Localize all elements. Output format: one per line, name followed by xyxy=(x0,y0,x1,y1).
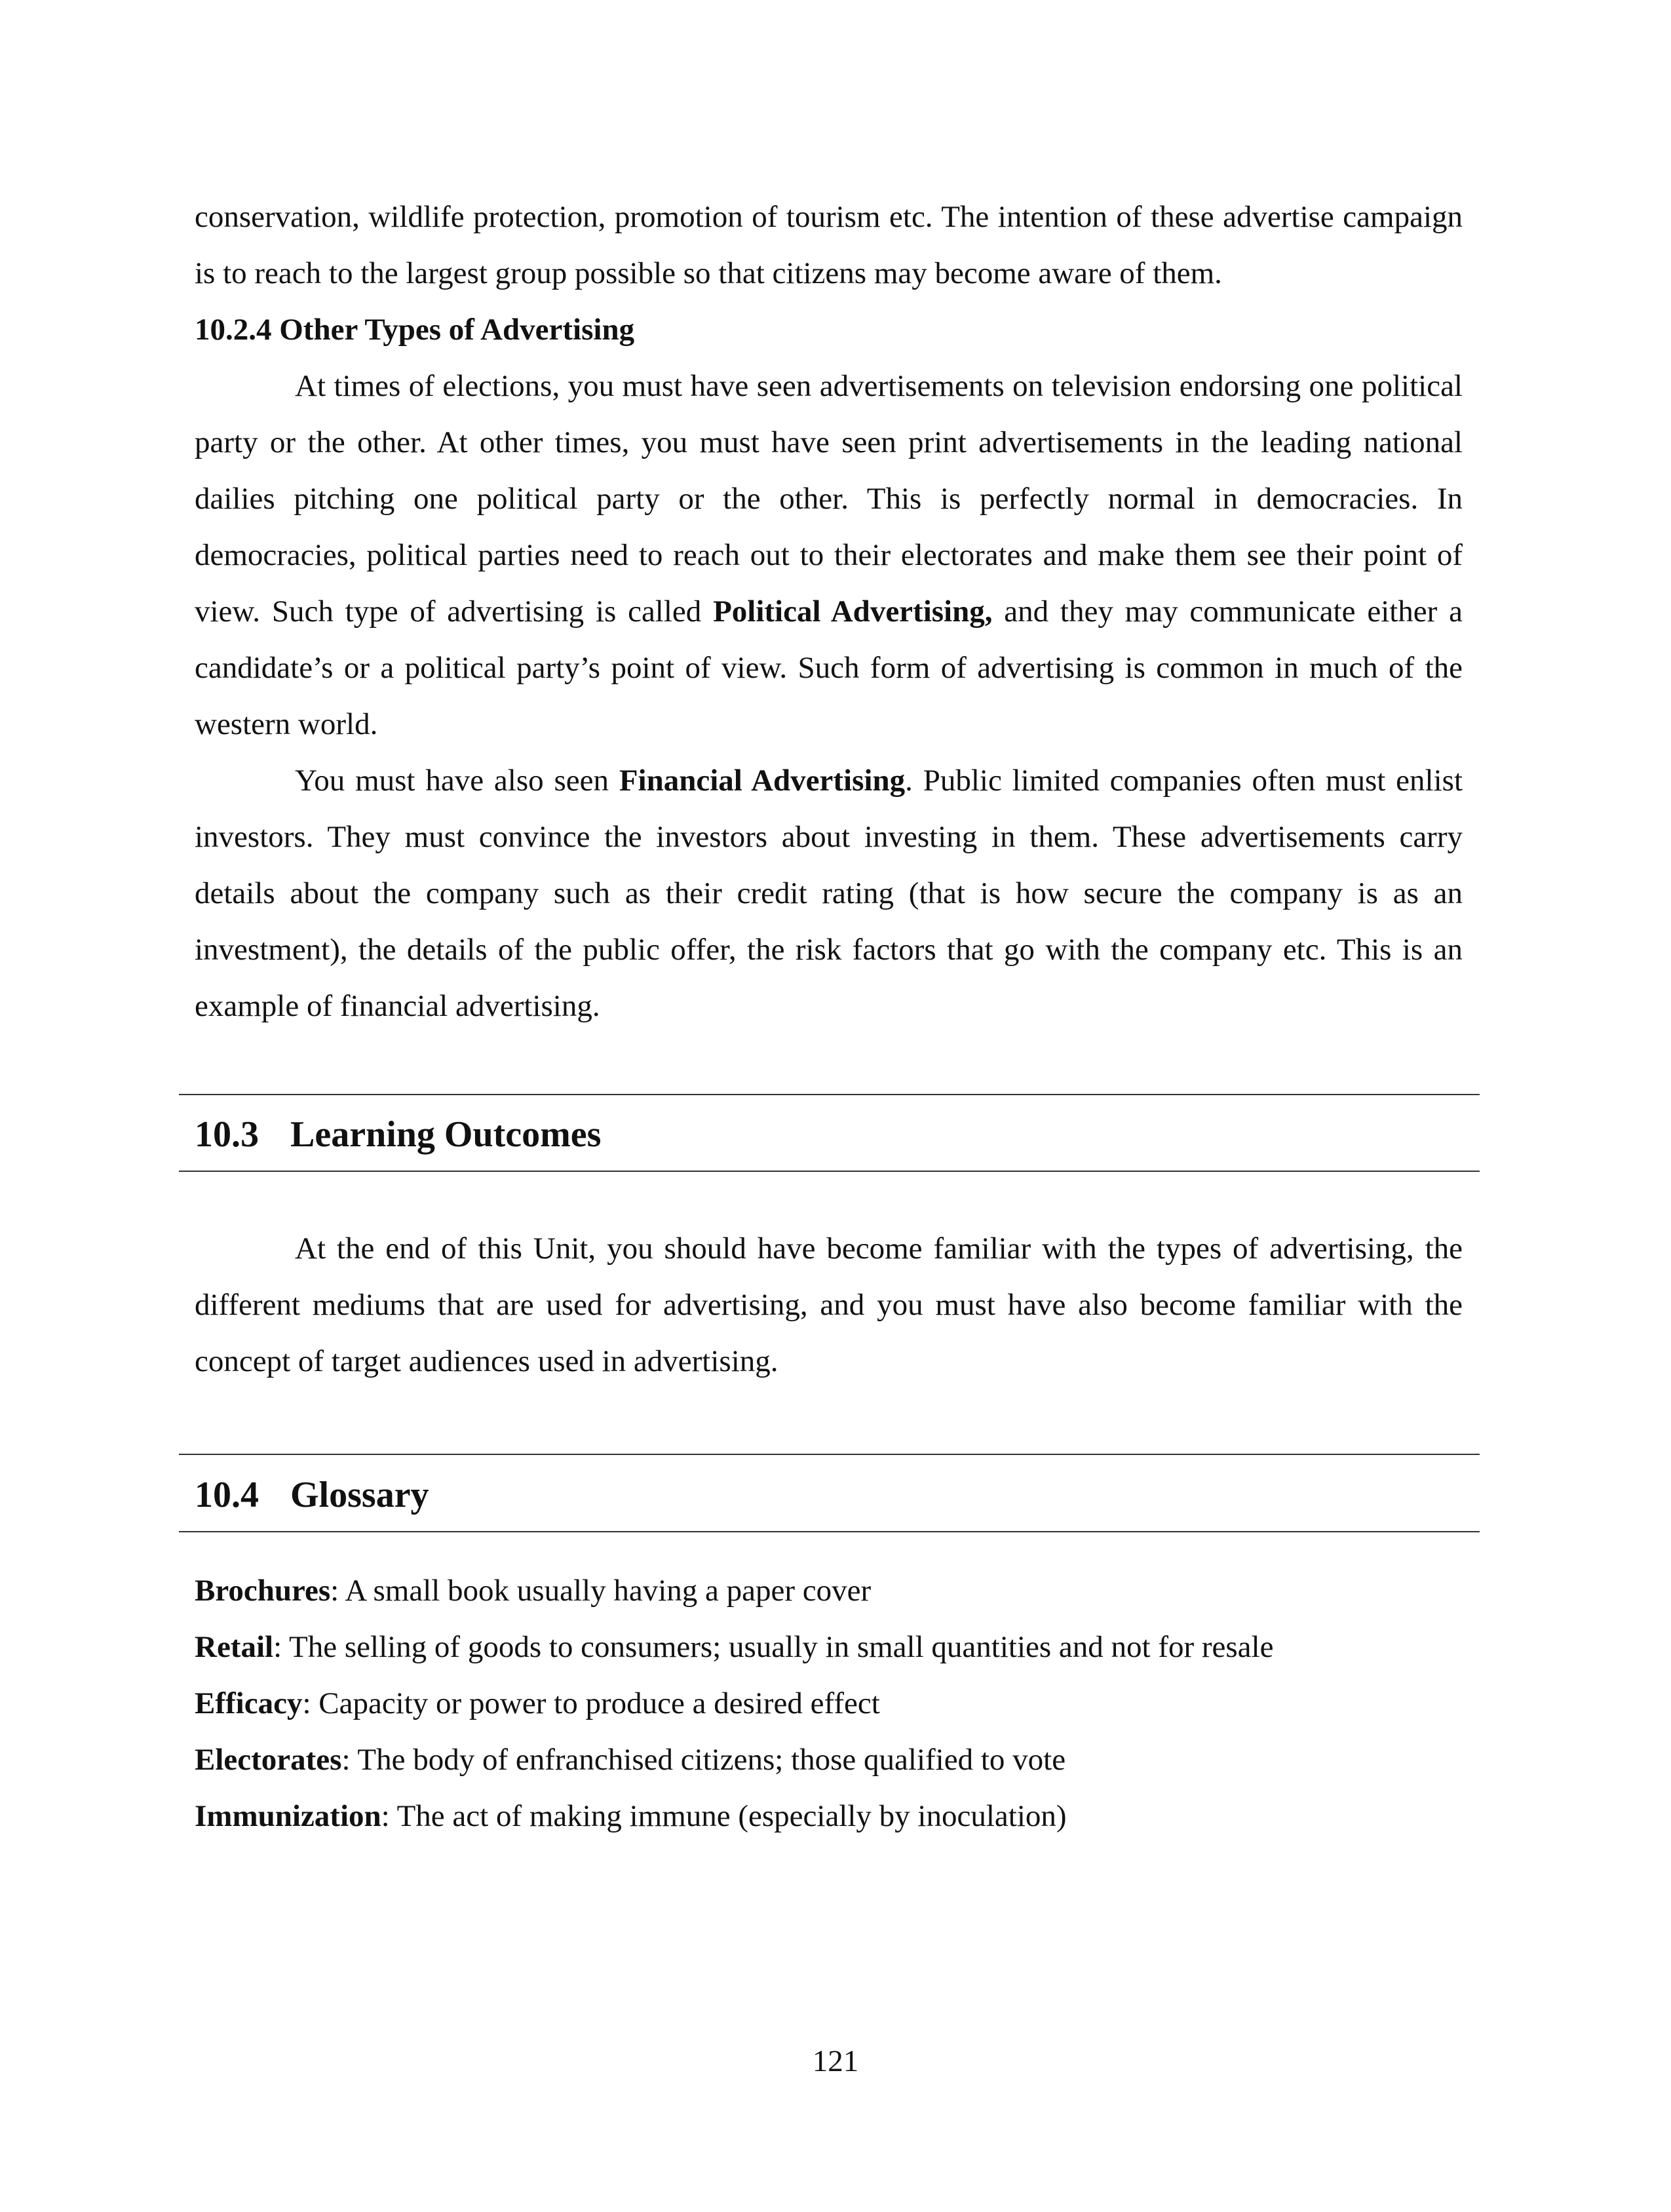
section-rule-top xyxy=(179,1454,1480,1455)
section-number: 10.3 xyxy=(195,1114,259,1155)
section-rule-bottom xyxy=(179,1531,1480,1532)
term-financial-advertising: Financial Advertising xyxy=(619,764,906,798)
glossary-definition: : The selling of goods to consumers; usually in small quantities and not for resale xyxy=(273,1630,1274,1664)
glossary-definition: : A small book usually having a paper cover xyxy=(330,1574,872,1608)
political-advertising-paragraph xyxy=(195,358,1463,752)
section-number: 10.4 xyxy=(195,1475,259,1515)
financial-advertising-paragraph xyxy=(195,752,1463,1034)
glossary-term: Retail xyxy=(195,1630,274,1664)
section-rule-bottom xyxy=(179,1171,1480,1172)
body-text-top xyxy=(195,189,1463,1034)
glossary-term: Brochures xyxy=(195,1574,331,1608)
glossary-entry xyxy=(195,1788,1463,1844)
glossary-entry xyxy=(195,1675,1463,1732)
glossary-definition: : Capacity or power to produce a desired effect xyxy=(302,1686,880,1720)
section-heading-glossary xyxy=(195,1472,429,1518)
glossary-term: Efficacy xyxy=(195,1686,303,1720)
glossary-list xyxy=(195,1562,1463,1844)
paragraph-text: . Public limited companies often must enlist investors. They must convince the investors about investing in them. These advertisements carry details about the company such as their credit rating (that is how secure the company is as an investment), the details of the public offer, the risk factors that go with the company etc. This is an example of financial advertising. xyxy=(195,764,1463,1023)
section-heading-learning-outcomes xyxy=(195,1112,601,1157)
paragraph-text: and they may communicate either a candidate’s or a political party’s point of view. Such form of advertising is common in much of the western world. xyxy=(195,594,1463,741)
learning-outcomes-body xyxy=(195,1220,1463,1389)
section-title: Learning Outcomes xyxy=(290,1114,602,1155)
section-title: Glossary xyxy=(290,1475,429,1515)
learning-outcomes-paragraph: At the end of this Unit, you should have become familiar with the types of advertising, the different mediums that are used for advertising, and you must have also become familiar with the concept of target audiences used in advertising. xyxy=(195,1232,1463,1378)
glossary-term: Immunization xyxy=(195,1799,381,1833)
term-political-advertising: Political Advertising, xyxy=(713,594,993,629)
intro-paragraph: conservation, wildlife protection, promotion of tourism etc. The intention of these advertise campaign is to reach to the largest group possible so that citizens may become aware of them. xyxy=(195,200,1463,290)
paragraph-text: At times of elections, you must have seen advertisements on television endorsing one political party or the other. At other times, you must have seen print advertisements in the leading national dailies pitching one political party or the other. This is perfectly normal in democracies. In democracies, political parties need to reach out to their electorates and make them see their point of view. Such type of advertising is called xyxy=(195,369,1463,629)
glossary-definition: : The body of enfranchised citizens; those qualified to vote xyxy=(341,1743,1066,1777)
page-number: 121 xyxy=(812,2044,859,2078)
glossary-term: Electorates xyxy=(195,1743,342,1777)
section-rule-top xyxy=(179,1094,1480,1095)
glossary-entry xyxy=(195,1732,1463,1788)
subsection-heading: 10.2.4 Other Types of Advertising xyxy=(195,313,635,347)
glossary-entry xyxy=(195,1562,1463,1619)
glossary-entry xyxy=(195,1619,1463,1675)
glossary-definition: : The act of making immune (especially by inoculation) xyxy=(381,1799,1067,1833)
paragraph-text: You must have also seen xyxy=(295,764,619,798)
